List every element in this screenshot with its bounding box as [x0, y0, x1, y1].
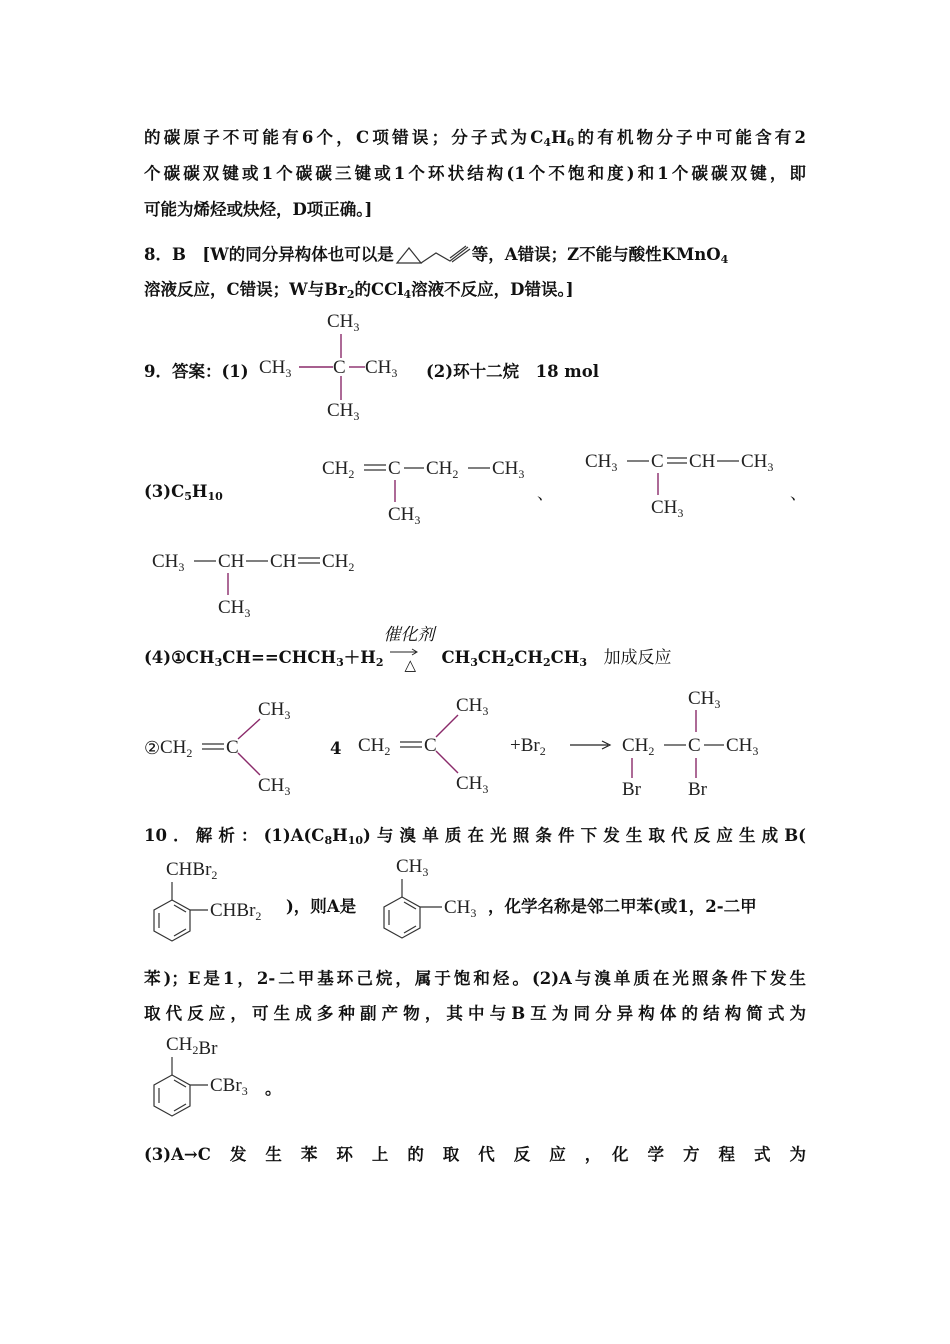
svg-text:C: C [226, 737, 239, 758]
svg-text:CHBr2: CHBr$_2$ [210, 900, 262, 923]
heat-label: △ [404, 656, 417, 674]
svg-text:CH: CH [689, 451, 716, 472]
answer-8-part-b: 等，A错误；Z不能与酸性KMnO$_4$ [471, 245, 729, 266]
svg-text:CH3: $CH_3$ [365, 357, 398, 380]
svg-text:C: C [333, 357, 346, 378]
neopentane-structure [255, 310, 415, 423]
svg-text:CBr3: CBr$_3$ [210, 1075, 248, 1098]
isobutylene-structure [160, 695, 320, 798]
answer-10-line5: (3)A→C 发 生 苯 环 上 的 取 代 反 应 ， 化 学 方 程 式 为 [144, 1145, 806, 1164]
1-butene-2-methyl-structure [322, 450, 542, 530]
svg-text:CH2: $CH_2$ [426, 458, 459, 481]
svg-text:CH3: $CH_3$ [218, 597, 251, 620]
svg-text:CH2: $CH_2$ [358, 735, 391, 758]
answer-10-line2b: ，化学名称是邻二甲苯(或1，2-二甲 [488, 897, 757, 916]
catalyst-label: 催化剂 [383, 625, 435, 645]
separator-1: 、 [537, 484, 554, 503]
answer-10-line4: 取代反应，可生成多种副产物，其中与B互为同分异构体的结构简式为 [144, 1004, 806, 1023]
text-line: 个碳碳双键或1个碳碳三键或1个环状结构(1个不饱和度)和1个碳碳双键，即 [144, 164, 806, 183]
svg-text:CH3: $CH_3$ [585, 451, 618, 474]
answer-8-line1 [144, 243, 728, 267]
svg-text:CH3: $CH_3$ [396, 856, 429, 879]
bromination-equation [358, 690, 818, 805]
svg-text:CH2: $CH_2$ [322, 551, 355, 574]
answer-10-line2a: )，则A是 [286, 897, 357, 916]
svg-text:C: C [651, 451, 664, 472]
reaction-arrow [383, 625, 442, 674]
end-mark: 。 [265, 1079, 282, 1098]
answer-9-part3: $(3)C_5H_{10}$ [144, 482, 223, 503]
svg-text:CH2: $CH_2$ [160, 737, 193, 760]
svg-text:CH2: $CH_2$ [322, 458, 355, 481]
svg-text:CHBr2: CHBr$_2$ [166, 859, 218, 882]
answer-9-num4: 4 [330, 739, 342, 758]
svg-text:CH3: $CH_3$ [327, 400, 360, 423]
svg-text:CH3: $CH_3$ [152, 551, 185, 574]
answer-9-part2: (2)环十二烷 18 mol [426, 362, 600, 381]
answer-10-line1: 10．解析：$(1)A(C_8H_{10})$与溴单质在光照条件下发生取代反应生成B( [144, 826, 806, 847]
svg-text:CH3: $CH_3$ [258, 775, 291, 798]
svg-text:CH3: $CH_3$ [741, 451, 774, 474]
svg-text:CH2Br: $CH_2Br$ [166, 1034, 218, 1059]
answer-8-line2: 溶液反应，C错误；W与$Br_2$的CCl$_4$溶液不反应，D错误。] [144, 280, 574, 301]
answer-9-part4: $(4)①CH_3CH==CHCH_3+H_2$ 催化剂 △ $CH_3CH_2CH_2CH_3$ 加成反应 [144, 643, 672, 670]
3-methyl-1-butene-structure [152, 545, 382, 625]
svg-text:Br: Br [688, 779, 707, 800]
svg-text:C: C [424, 735, 437, 756]
svg-text:CH3: $CH_3$ [327, 311, 360, 334]
answer-9-head: 9．答案：(1) [144, 362, 249, 381]
answer-9-part4-2: ② [144, 738, 161, 759]
svg-text:CH: CH [218, 551, 245, 572]
svg-text:CH3: $CH_3$ [444, 897, 477, 920]
svg-text:CH3: $CH_3$ [726, 735, 759, 758]
svg-text:CH3: $CH_3$ [388, 504, 421, 527]
reaction-type: 加成反应 [603, 648, 672, 668]
answer-10-line3: 苯)；E是1，2-二甲基环己烷，属于饱和烃。(2)A与溴单质在光照条件下发生 [144, 969, 806, 988]
separator-2: 、 [790, 484, 807, 503]
svg-text:C: C [688, 735, 701, 756]
isomer-structure [150, 1030, 280, 1125]
text-line: 可能为烯烃或炔烃，D项正确。] [144, 200, 373, 219]
svg-text:CH3: $CH_3$ [456, 695, 489, 718]
svg-text:CH3: $CH_3$ [492, 458, 525, 481]
2-butene-2-methyl-structure [585, 445, 805, 525]
svg-text:CH3: $CH_3$ [259, 357, 292, 380]
svg-text:CH2: $CH_2$ [622, 735, 655, 758]
svg-text:+Br2: $+Br_2$ [510, 735, 546, 758]
o-xylene-structure [378, 852, 488, 947]
svg-text:CH: CH [270, 551, 297, 572]
svg-text:Br: Br [622, 779, 641, 800]
svg-text:CH3: $CH_3$ [258, 699, 291, 722]
cyclopropyl-alkyne-structure [394, 244, 472, 264]
answer-8-part-a: 8．B [W的同分异构体也可以是 [144, 245, 394, 264]
compound-b-structure [150, 855, 290, 950]
text-line: 的碳原子不可能有6个，C项错误；分子式为$C_4H_6$的有机物分子中可能含有2 [144, 128, 807, 149]
svg-text:CH3: $CH_3$ [456, 773, 489, 796]
svg-text:CH3: $CH_3$ [688, 688, 721, 711]
svg-text:C: C [388, 458, 401, 479]
svg-text:CH3: $CH_3$ [651, 497, 684, 520]
